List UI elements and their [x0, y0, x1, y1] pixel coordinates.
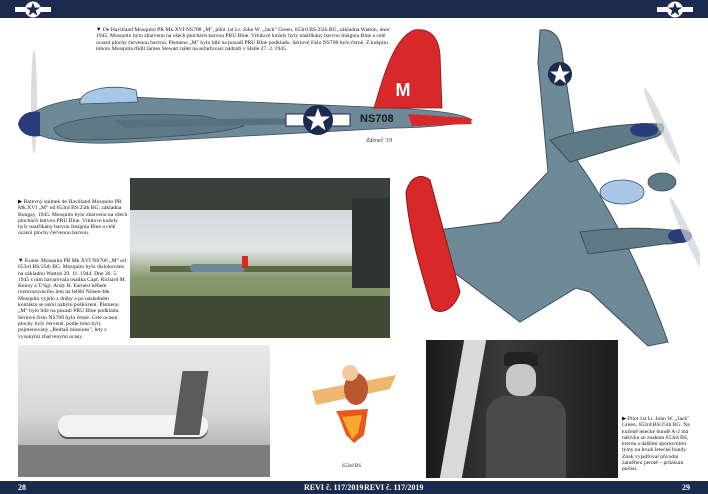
bottom-bar — [0, 481, 708, 494]
page-number-right: 29 — [682, 483, 690, 492]
photo-airfield-color — [130, 178, 390, 338]
photo1-caption: ▶ Barevný snímek de Havilland Mosquito PR Mk.XVI „M" od 653rd BS/25th BG, základna Bungay, 1945. Mosquito bylo zbarveno na všech plochách barvou PRU Blue. Vrtulové kužely byly nastříkány barvou Insignia Blue a celé ocasní plochy červenou barvou. — [18, 199, 128, 237]
pilot-caption: ▶ Pilot 1st Lt. John W. „Jack" Green, 653rd BS/25th BG. Na koženě letecké bundě A-2 má nášivku se znakem 653rd BS, kterou s dalšími sportovními týmy na hrudi letecké bundy. Znak vyjadřoval původní zaměření perutě – průzkum počasí. — [622, 416, 690, 473]
journal-right: REVI č. 117/2019 — [364, 483, 424, 492]
serial-number: NS708 — [360, 113, 394, 125]
page-number-left: 28 — [18, 483, 26, 492]
top-bar — [0, 0, 708, 18]
squadron-badge-art — [306, 355, 402, 445]
artist-signature: Zdeneč '19 — [366, 138, 393, 144]
mosquito-top-view — [400, 22, 700, 352]
usaaf-star-icon — [11, 1, 55, 18]
usaaf-star-icon — [653, 1, 697, 18]
photo-pilot-portrait — [426, 340, 618, 478]
journal-left: REVI č. 117/2019 — [304, 483, 364, 492]
photo2-caption: ▼ Konec Mosquita PR Mk.XVI NS706 „M" od 653rd BS/25th BG. Mosquito bylo dislokováno na základnu Watton 29. 11. 1944. Dne 30. 5. 1945 s ním havarovala osádka Capt. Richard M. Kenny a T/Sgt. Andy R. Earnest během rozmrazovacího letu na letišti Nilsen-Ide. Mosquito vyjelo z dráhy a po následném kontaktu se zemí nabylo poškození. Písmeno „M" bylo bílé na pozadí PRU Blue podkladu. Sériové číslo NS708 bylo černé. Celé ocasní plochy byly červené, podle toho byly pojmenovány „Redtail missions", lety s vysokými zbarvenými ocasy. — [18, 258, 126, 340]
code-letter: M — [395, 80, 411, 100]
profile-caption: ▼ De Havilland Mosquito PR Mk.XVI NS708 „M", pilot 1st Lt. John W. „Jack" Green, 653rd BS/25th BG, základna Watton, únor 1945. Mosquito bylo zbarveno na všech plochách barvou PRU Blue. Vrtulové kužely byly nastříkány barvou Insignia Blue a celé ocasní plochy červenou barvou. Písmeno „M" bylo bílé na pozadí PRU Blue podkladu. Sériové číslo NS708 bylo černé. Z kokpitu tohoto Mosquita třídil James Stewart nálet na seřaďovací nádraží v Halle 27. 2. 1945. — [96, 27, 390, 52]
badge-caption: 653rd BS — [342, 464, 362, 469]
photo-crashed-mosquito — [18, 345, 270, 477]
